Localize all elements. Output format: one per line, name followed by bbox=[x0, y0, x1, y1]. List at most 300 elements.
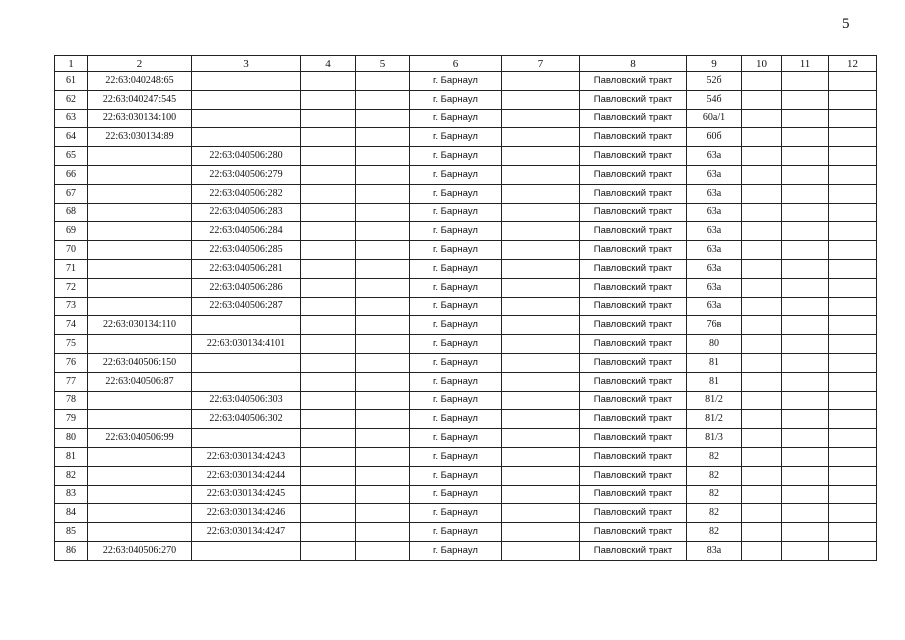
empty-cell bbox=[829, 72, 877, 91]
city-cell: г. Барнаул bbox=[410, 278, 502, 297]
cadastral-number-cell bbox=[88, 410, 192, 429]
table-row bbox=[55, 447, 877, 466]
empty-cell bbox=[782, 429, 829, 448]
house-number-cell: 82 bbox=[687, 504, 742, 523]
empty-cell bbox=[782, 372, 829, 391]
cadastral-number-cell bbox=[192, 353, 301, 372]
empty-cell bbox=[502, 241, 580, 260]
table-row bbox=[55, 184, 877, 203]
empty-cell bbox=[742, 335, 782, 354]
row-number-cell: 83 bbox=[55, 485, 88, 504]
cadastral-number-cell bbox=[192, 541, 301, 560]
city-cell: г. Барнаул bbox=[410, 241, 502, 260]
empty-cell bbox=[782, 335, 829, 354]
empty-cell bbox=[301, 184, 356, 203]
empty-cell bbox=[502, 109, 580, 128]
empty-cell bbox=[782, 523, 829, 542]
empty-cell bbox=[502, 410, 580, 429]
cadastral-number-cell bbox=[192, 429, 301, 448]
street-cell: Павловский тракт bbox=[580, 297, 687, 316]
cadastral-number-cell: 22:63:030134:4246 bbox=[192, 504, 301, 523]
table-body bbox=[55, 72, 877, 561]
row-number-cell: 79 bbox=[55, 410, 88, 429]
house-number-cell: 82 bbox=[687, 485, 742, 504]
empty-cell bbox=[742, 372, 782, 391]
column-header: 5 bbox=[356, 56, 410, 72]
row-number-cell: 85 bbox=[55, 523, 88, 542]
cadastral-number-cell bbox=[88, 165, 192, 184]
cadastral-number-cell: 22:63:030134:4243 bbox=[192, 447, 301, 466]
column-header: 1 bbox=[55, 56, 88, 72]
table-row bbox=[55, 410, 877, 429]
empty-cell bbox=[742, 391, 782, 410]
row-number-cell: 71 bbox=[55, 259, 88, 278]
street-cell: Павловский тракт bbox=[580, 90, 687, 109]
cadastral-number-cell: 22:63:040506:287 bbox=[192, 297, 301, 316]
row-number-cell: 75 bbox=[55, 335, 88, 354]
city-cell: г. Барнаул bbox=[410, 447, 502, 466]
empty-cell bbox=[742, 316, 782, 335]
city-cell: г. Барнаул bbox=[410, 372, 502, 391]
cadastral-number-cell: 22:63:040506:303 bbox=[192, 391, 301, 410]
row-number-cell: 70 bbox=[55, 241, 88, 260]
empty-cell bbox=[829, 335, 877, 354]
row-number-cell: 63 bbox=[55, 109, 88, 128]
empty-cell bbox=[829, 316, 877, 335]
empty-cell bbox=[356, 241, 410, 260]
empty-cell bbox=[502, 316, 580, 335]
empty-cell bbox=[829, 278, 877, 297]
empty-cell bbox=[782, 410, 829, 429]
city-cell: г. Барнаул bbox=[410, 523, 502, 542]
street-cell: Павловский тракт bbox=[580, 222, 687, 241]
row-number-cell: 62 bbox=[55, 90, 88, 109]
empty-cell bbox=[829, 184, 877, 203]
empty-cell bbox=[829, 391, 877, 410]
empty-cell bbox=[782, 316, 829, 335]
street-cell: Павловский тракт bbox=[580, 504, 687, 523]
empty-cell bbox=[502, 485, 580, 504]
empty-cell bbox=[502, 165, 580, 184]
empty-cell bbox=[502, 184, 580, 203]
empty-cell bbox=[742, 523, 782, 542]
empty-cell bbox=[356, 391, 410, 410]
city-cell: г. Барнаул bbox=[410, 72, 502, 91]
cadastral-number-cell: 22:63:040506:283 bbox=[192, 203, 301, 222]
row-number-cell: 80 bbox=[55, 429, 88, 448]
row-number-cell: 64 bbox=[55, 128, 88, 147]
city-cell: г. Барнаул bbox=[410, 222, 502, 241]
empty-cell bbox=[502, 128, 580, 147]
empty-cell bbox=[502, 335, 580, 354]
cadastral-number-cell: 22:63:040506:281 bbox=[192, 259, 301, 278]
empty-cell bbox=[782, 353, 829, 372]
city-cell: г. Барнаул bbox=[410, 466, 502, 485]
row-number-cell: 81 bbox=[55, 447, 88, 466]
empty-cell bbox=[301, 391, 356, 410]
city-cell: г. Барнаул bbox=[410, 391, 502, 410]
empty-cell bbox=[742, 72, 782, 91]
empty-cell bbox=[356, 335, 410, 354]
cadastral-number-cell: 22:63:040248:65 bbox=[88, 72, 192, 91]
empty-cell bbox=[301, 147, 356, 166]
street-cell: Павловский тракт bbox=[580, 335, 687, 354]
row-number-cell: 78 bbox=[55, 391, 88, 410]
empty-cell bbox=[502, 429, 580, 448]
row-number-cell: 68 bbox=[55, 203, 88, 222]
empty-cell bbox=[356, 372, 410, 391]
street-cell: Павловский тракт bbox=[580, 541, 687, 560]
cadastral-number-cell bbox=[88, 203, 192, 222]
row-number-cell: 84 bbox=[55, 504, 88, 523]
empty-cell bbox=[742, 259, 782, 278]
empty-cell bbox=[782, 203, 829, 222]
empty-cell bbox=[829, 109, 877, 128]
cadastral-number-cell bbox=[192, 316, 301, 335]
table-row bbox=[55, 278, 877, 297]
cadastral-number-cell: 22:63:040506:270 bbox=[88, 541, 192, 560]
house-number-cell: 63а bbox=[687, 278, 742, 297]
empty-cell bbox=[301, 504, 356, 523]
city-cell: г. Барнаул bbox=[410, 410, 502, 429]
column-header: 12 bbox=[829, 56, 877, 72]
house-number-cell: 81/3 bbox=[687, 429, 742, 448]
empty-cell bbox=[782, 466, 829, 485]
table-row bbox=[55, 222, 877, 241]
empty-cell bbox=[301, 485, 356, 504]
cadastral-number-cell bbox=[88, 147, 192, 166]
empty-cell bbox=[782, 128, 829, 147]
city-cell: г. Барнаул bbox=[410, 165, 502, 184]
table-row bbox=[55, 316, 877, 335]
row-number-cell: 77 bbox=[55, 372, 88, 391]
empty-cell bbox=[829, 90, 877, 109]
empty-cell bbox=[356, 504, 410, 523]
empty-cell bbox=[356, 429, 410, 448]
empty-cell bbox=[829, 372, 877, 391]
house-number-cell: 76в bbox=[687, 316, 742, 335]
empty-cell bbox=[829, 485, 877, 504]
empty-cell bbox=[742, 410, 782, 429]
cadastral-number-cell: 22:63:030134:89 bbox=[88, 128, 192, 147]
empty-cell bbox=[301, 372, 356, 391]
street-cell: Павловский тракт bbox=[580, 429, 687, 448]
street-cell: Павловский тракт bbox=[580, 447, 687, 466]
street-cell: Павловский тракт bbox=[580, 278, 687, 297]
empty-cell bbox=[356, 353, 410, 372]
header-row bbox=[55, 56, 877, 72]
empty-cell bbox=[356, 485, 410, 504]
city-cell: г. Барнаул bbox=[410, 335, 502, 354]
house-number-cell: 80 bbox=[687, 335, 742, 354]
street-cell: Павловский тракт bbox=[580, 353, 687, 372]
empty-cell bbox=[301, 410, 356, 429]
page-number: 5 bbox=[842, 16, 850, 32]
cadastral-number-cell bbox=[88, 523, 192, 542]
empty-cell bbox=[502, 504, 580, 523]
row-number-cell: 69 bbox=[55, 222, 88, 241]
empty-cell bbox=[782, 222, 829, 241]
empty-cell bbox=[301, 259, 356, 278]
row-number-cell: 86 bbox=[55, 541, 88, 560]
street-cell: Павловский тракт bbox=[580, 109, 687, 128]
house-number-cell: 52б bbox=[687, 72, 742, 91]
city-cell: г. Барнаул bbox=[410, 109, 502, 128]
cadastral-number-cell: 22:63:040506:280 bbox=[192, 147, 301, 166]
empty-cell bbox=[782, 184, 829, 203]
table-row bbox=[55, 485, 877, 504]
cadastral-number-cell: 22:63:040247:545 bbox=[88, 90, 192, 109]
empty-cell bbox=[301, 165, 356, 184]
empty-cell bbox=[829, 222, 877, 241]
cadastral-number-cell: 22:63:040506:284 bbox=[192, 222, 301, 241]
empty-cell bbox=[301, 109, 356, 128]
cadastral-number-cell bbox=[88, 241, 192, 260]
table-row bbox=[55, 128, 877, 147]
table-row bbox=[55, 523, 877, 542]
table-row bbox=[55, 541, 877, 560]
cadastral-number-cell bbox=[192, 372, 301, 391]
street-cell: Павловский тракт bbox=[580, 241, 687, 260]
house-number-cell: 63а bbox=[687, 259, 742, 278]
table-row bbox=[55, 147, 877, 166]
house-number-cell: 82 bbox=[687, 447, 742, 466]
empty-cell bbox=[301, 128, 356, 147]
house-number-cell: 63а bbox=[687, 297, 742, 316]
table-row bbox=[55, 241, 877, 260]
cadastral-number-cell: 22:63:040506:99 bbox=[88, 429, 192, 448]
city-cell: г. Барнаул bbox=[410, 429, 502, 448]
empty-cell bbox=[356, 109, 410, 128]
empty-cell bbox=[356, 278, 410, 297]
empty-cell bbox=[301, 447, 356, 466]
empty-cell bbox=[782, 241, 829, 260]
city-cell: г. Барнаул bbox=[410, 128, 502, 147]
empty-cell bbox=[742, 184, 782, 203]
empty-cell bbox=[782, 72, 829, 91]
column-header: 7 bbox=[502, 56, 580, 72]
empty-cell bbox=[502, 222, 580, 241]
street-cell: Павловский тракт bbox=[580, 372, 687, 391]
cadastral-number-cell bbox=[88, 485, 192, 504]
empty-cell bbox=[742, 109, 782, 128]
street-cell: Павловский тракт bbox=[580, 259, 687, 278]
empty-cell bbox=[356, 316, 410, 335]
empty-cell bbox=[502, 147, 580, 166]
cadastral-number-cell: 22:63:040506:285 bbox=[192, 241, 301, 260]
empty-cell bbox=[829, 147, 877, 166]
registry-table bbox=[54, 55, 877, 561]
cadastral-number-cell: 22:63:040506:87 bbox=[88, 372, 192, 391]
empty-cell bbox=[742, 128, 782, 147]
row-number-cell: 72 bbox=[55, 278, 88, 297]
empty-cell bbox=[301, 90, 356, 109]
table-row bbox=[55, 90, 877, 109]
empty-cell bbox=[829, 541, 877, 560]
house-number-cell: 63а bbox=[687, 203, 742, 222]
empty-cell bbox=[502, 523, 580, 542]
cadastral-number-cell bbox=[88, 222, 192, 241]
table-row bbox=[55, 466, 877, 485]
empty-cell bbox=[356, 90, 410, 109]
empty-cell bbox=[502, 72, 580, 91]
street-cell: Павловский тракт bbox=[580, 466, 687, 485]
house-number-cell: 81 bbox=[687, 353, 742, 372]
empty-cell bbox=[301, 466, 356, 485]
empty-cell bbox=[356, 466, 410, 485]
row-number-cell: 66 bbox=[55, 165, 88, 184]
empty-cell bbox=[742, 353, 782, 372]
empty-cell bbox=[356, 447, 410, 466]
empty-cell bbox=[356, 128, 410, 147]
empty-cell bbox=[502, 447, 580, 466]
empty-cell bbox=[301, 429, 356, 448]
empty-cell bbox=[782, 90, 829, 109]
street-cell: Павловский тракт bbox=[580, 485, 687, 504]
cadastral-number-cell: 22:63:030134:4101 bbox=[192, 335, 301, 354]
table-row bbox=[55, 429, 877, 448]
empty-cell bbox=[829, 297, 877, 316]
empty-cell bbox=[356, 72, 410, 91]
column-header: 8 bbox=[580, 56, 687, 72]
house-number-cell: 63а bbox=[687, 147, 742, 166]
cadastral-number-cell: 22:63:040506:286 bbox=[192, 278, 301, 297]
empty-cell bbox=[782, 147, 829, 166]
house-number-cell: 54б bbox=[687, 90, 742, 109]
empty-cell bbox=[782, 259, 829, 278]
cadastral-number-cell bbox=[88, 504, 192, 523]
cadastral-number-cell bbox=[192, 109, 301, 128]
empty-cell bbox=[829, 466, 877, 485]
empty-cell bbox=[829, 410, 877, 429]
table-row bbox=[55, 335, 877, 354]
house-number-cell: 63а bbox=[687, 165, 742, 184]
empty-cell bbox=[829, 203, 877, 222]
street-cell: Павловский тракт bbox=[580, 72, 687, 91]
cadastral-number-cell bbox=[88, 184, 192, 203]
house-number-cell: 63а bbox=[687, 222, 742, 241]
cadastral-number-cell: 22:63:030134:110 bbox=[88, 316, 192, 335]
empty-cell bbox=[829, 241, 877, 260]
empty-cell bbox=[301, 222, 356, 241]
street-cell: Павловский тракт bbox=[580, 165, 687, 184]
empty-cell bbox=[356, 259, 410, 278]
empty-cell bbox=[502, 353, 580, 372]
empty-cell bbox=[301, 278, 356, 297]
empty-cell bbox=[742, 504, 782, 523]
cadastral-number-cell: 22:63:040506:150 bbox=[88, 353, 192, 372]
empty-cell bbox=[356, 184, 410, 203]
empty-cell bbox=[301, 335, 356, 354]
empty-cell bbox=[742, 165, 782, 184]
empty-cell bbox=[829, 165, 877, 184]
empty-cell bbox=[782, 278, 829, 297]
empty-cell bbox=[782, 485, 829, 504]
street-cell: Павловский тракт bbox=[580, 391, 687, 410]
cadastral-number-cell bbox=[88, 466, 192, 485]
house-number-cell: 81/2 bbox=[687, 391, 742, 410]
empty-cell bbox=[829, 523, 877, 542]
empty-cell bbox=[782, 297, 829, 316]
street-cell: Павловский тракт bbox=[580, 523, 687, 542]
empty-cell bbox=[301, 241, 356, 260]
table-row bbox=[55, 504, 877, 523]
house-number-cell: 83а bbox=[687, 541, 742, 560]
house-number-cell: 81 bbox=[687, 372, 742, 391]
empty-cell bbox=[502, 391, 580, 410]
empty-cell bbox=[782, 541, 829, 560]
row-number-cell: 76 bbox=[55, 353, 88, 372]
cadastral-number-cell bbox=[88, 335, 192, 354]
empty-cell bbox=[742, 485, 782, 504]
table-row bbox=[55, 72, 877, 91]
empty-cell bbox=[356, 147, 410, 166]
empty-cell bbox=[829, 504, 877, 523]
empty-cell bbox=[301, 353, 356, 372]
house-number-cell: 81/2 bbox=[687, 410, 742, 429]
empty-cell bbox=[742, 466, 782, 485]
row-number-cell: 74 bbox=[55, 316, 88, 335]
table-row bbox=[55, 259, 877, 278]
cadastral-number-cell bbox=[192, 72, 301, 91]
empty-cell bbox=[742, 203, 782, 222]
column-header: 4 bbox=[301, 56, 356, 72]
house-number-cell: 63а bbox=[687, 184, 742, 203]
empty-cell bbox=[502, 259, 580, 278]
empty-cell bbox=[742, 147, 782, 166]
house-number-cell: 82 bbox=[687, 466, 742, 485]
city-cell: г. Барнаул bbox=[410, 541, 502, 560]
cadastral-number-cell: 22:63:030134:4247 bbox=[192, 523, 301, 542]
house-number-cell: 63а bbox=[687, 241, 742, 260]
street-cell: Павловский тракт bbox=[580, 410, 687, 429]
row-number-cell: 73 bbox=[55, 297, 88, 316]
cadastral-number-cell: 22:63:040506:282 bbox=[192, 184, 301, 203]
house-number-cell: 82 bbox=[687, 523, 742, 542]
empty-cell bbox=[742, 278, 782, 297]
city-cell: г. Барнаул bbox=[410, 316, 502, 335]
street-cell: Павловский тракт bbox=[580, 184, 687, 203]
empty-cell bbox=[829, 353, 877, 372]
empty-cell bbox=[782, 504, 829, 523]
city-cell: г. Барнаул bbox=[410, 504, 502, 523]
empty-cell bbox=[502, 90, 580, 109]
city-cell: г. Барнаул bbox=[410, 485, 502, 504]
empty-cell bbox=[356, 297, 410, 316]
cadastral-number-cell: 22:63:030134:4245 bbox=[192, 485, 301, 504]
table-row bbox=[55, 203, 877, 222]
empty-cell bbox=[742, 222, 782, 241]
empty-cell bbox=[502, 541, 580, 560]
cadastral-number-cell: 22:63:040506:302 bbox=[192, 410, 301, 429]
empty-cell bbox=[356, 222, 410, 241]
table-row bbox=[55, 297, 877, 316]
row-number-cell: 65 bbox=[55, 147, 88, 166]
empty-cell bbox=[502, 297, 580, 316]
empty-cell bbox=[356, 165, 410, 184]
empty-cell bbox=[829, 429, 877, 448]
cadastral-number-cell bbox=[88, 297, 192, 316]
city-cell: г. Барнаул bbox=[410, 259, 502, 278]
empty-cell bbox=[502, 203, 580, 222]
house-number-cell: 60а/1 bbox=[687, 109, 742, 128]
table-row bbox=[55, 391, 877, 410]
row-number-cell: 82 bbox=[55, 466, 88, 485]
empty-cell bbox=[782, 109, 829, 128]
empty-cell bbox=[356, 523, 410, 542]
street-cell: Павловский тракт bbox=[580, 203, 687, 222]
row-number-cell: 61 bbox=[55, 72, 88, 91]
